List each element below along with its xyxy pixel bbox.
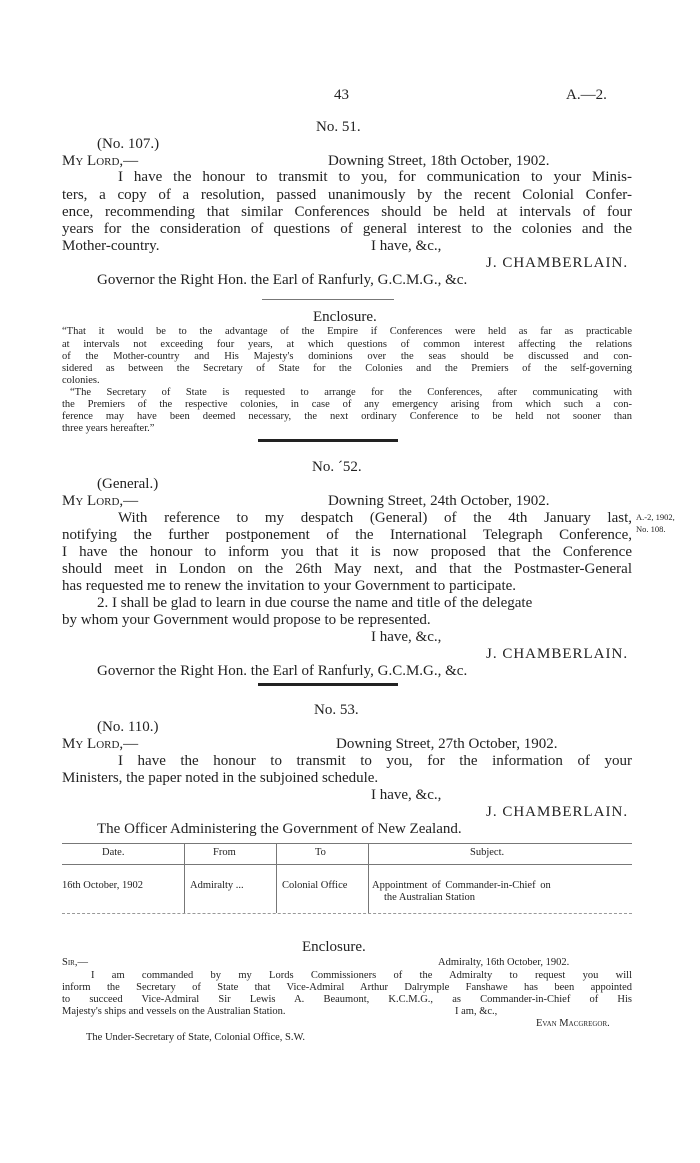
letter-53-place-date: Downing Street, 27th October, 1902. [336,736,558,752]
table-column-divider-3 [368,843,369,913]
table-cell-subject-line-1: Appointment of Commander-in-Chief on [372,880,551,891]
letter-51-addressee: Governor the Right Hon. the Earl of Ranfurly, G.C.M.G., &c. [97,272,468,288]
enclosure-1-line-2: at intervals not exceeding four years, at which questions of common interest affecting the relations [62,339,632,350]
letter-52-line-2: notifying the further postponement of the International Telegraph Conference, [62,527,632,543]
letter-51-line-3: ence, recommending that similar Conferences should be held at intervals of four [62,204,632,220]
enclosure-2-closing: I am, &c., [455,1006,498,1017]
enclosure-1-line-9: three years hereafter.” [62,423,155,434]
table-header-date: Date. [102,847,125,858]
enclosure-1-line-7: the Premiers of the respective colonies, in case of any emergency arising from which such a con- [62,399,632,410]
letter-52-place-date: Downing Street, 24th October, 1902. [328,493,550,509]
table-cell-from: Admiralty ... [190,880,244,891]
enclosure-2-line-2: inform the Secretary of State that Vice-Admiral Arthur Dalrymple Fanshawe has been appointed [62,982,632,993]
enclosure-2-line-3: to succeed Vice-Admiral Sir Lewis A. Beaumont, K.C.M.G., as Commander-in-Chief of His [62,994,632,1005]
separator-rule [262,299,394,300]
letter-53-ref: (No. 110.) [97,719,159,735]
letter-52-salutation: My Lord,— [62,493,139,509]
letter-52-line-1: With reference to my despatch (General) of the 4th January last, [118,510,632,526]
table-column-divider-1 [184,843,185,913]
enclosure-1-line-6: “The Secretary of State is requested to arrange for the Conferences, after communicating with [70,387,632,398]
table-bottom-rule [62,913,632,914]
enclosure-2-place-date: Admiralty, 16th October, 1902. [438,957,570,968]
letter-51-line-2: ters, a copy of a resolution, passed unanimously by the recent Colonial Confer- [62,187,632,203]
table-column-divider-2 [276,843,277,913]
letter-52-line-6: 2. I shall be glad to learn in due course the name and title of the delegate [97,595,533,611]
table-header-to: To [315,847,326,858]
table-cell-to: Colonial Office [282,880,348,891]
enclosure-1-line-3: of the Mother-country and His Majesty's dominions over the seas should be discussed and con- [62,351,632,362]
enclosure-2-salutation: Sir,— [62,957,88,968]
letter-52-line-5: has requested me to renew the invitation to your Government to participate. [62,578,517,594]
enclosure-1-line-8: ference may have been deemed necessary, the next ordinary Conference to be held not sooner than [62,411,632,422]
letter-51-closing: I have, &c., [371,238,442,254]
letter-53-signature: J. CHAMBERLAIN. [486,804,629,820]
letter-52-line-3: I have the honour to inform you that it is now proposed that the Conference [62,544,632,560]
table-top-rule [62,843,632,844]
letter-52-addressee: Governor the Right Hon. the Earl of Ranfurly, G.C.M.G., &c. [97,663,468,679]
enclosure-1-line-4: sidered as between the Secretary of State for the Colonies and the Premiers of the self-governing [62,363,632,374]
letter-51-signature: J. CHAMBERLAIN. [486,255,629,271]
letter-51-line-1: I have the honour to transmit to you, for communication to your Minis- [118,169,632,185]
letter-52-number: No. ˊ52. [312,459,362,475]
page-number: 43 [334,87,349,103]
letter-51-ref: (No. 107.) [97,136,160,152]
letter-51-place-date: Downing Street, 18th October, 1902. [328,153,550,169]
letter-52-closing: I have, &c., [371,629,442,645]
section-rule-2 [258,683,398,686]
table-header-subject: Subject. [470,847,505,858]
letter-53-addressee: The Officer Administering the Government of New Zealand. [97,821,462,837]
table-cell-subject-line-2: the Australian Station [384,892,475,903]
enclosure-2-title: Enclosure. [302,939,366,955]
enclosure-2-addressee: The Under-Secretary of State, Colonial Office, S.W. [86,1032,306,1043]
enclosure-1-line-1: “That it would be to the advantage of the Empire if Conferences were held as far as practicable [62,326,632,337]
margin-note-line-1: A.-2, 1902, [636,512,675,522]
table-header-rule [62,864,632,865]
section-rule-1 [258,439,398,442]
document-reference: A.—2. [566,87,607,103]
letter-51-line-5: Mother-country. [62,238,160,254]
letter-53-number: No. 53. [314,702,359,718]
letter-52-ref: (General.) [97,476,159,492]
table-header-from: From [213,847,236,858]
letter-53-line-1: I have the honour to transmit to you, for the information of your [118,753,632,769]
enclosure-2-line-4: Majesty's ships and vessels on the Australian Station. [62,1006,286,1017]
enclosure-1-line-5: colonies. [62,375,100,386]
letter-52-line-7: by whom your Government would propose to be represented. [62,612,431,628]
enclosure-2-line-1: I am commanded by my Lords Commissioners of the Admiralty to request you will [91,970,632,981]
letter-51-number: No. 51. [316,119,361,135]
table-cell-date: 16th October, 1902 [62,880,143,891]
letter-51-line-4: years for the consideration of questions of general interest to the colonies and the [62,221,632,237]
margin-note-line-2: No. 108. [636,524,666,534]
enclosure-1-title: Enclosure. [313,309,377,325]
enclosure-2-signature: Evan Macgregor. [536,1018,610,1029]
letter-53-line-2: Ministers, the paper noted in the subjoined schedule. [62,770,379,786]
letter-53-closing: I have, &c., [371,787,442,803]
letter-52-line-4: should meet in London on the 26th May next, and that the Postmaster-General [62,561,632,577]
letter-51-salutation: My Lord,— [62,153,139,169]
letter-52-signature: J. CHAMBERLAIN. [486,646,629,662]
letter-53-salutation: My Lord,— [62,736,139,752]
